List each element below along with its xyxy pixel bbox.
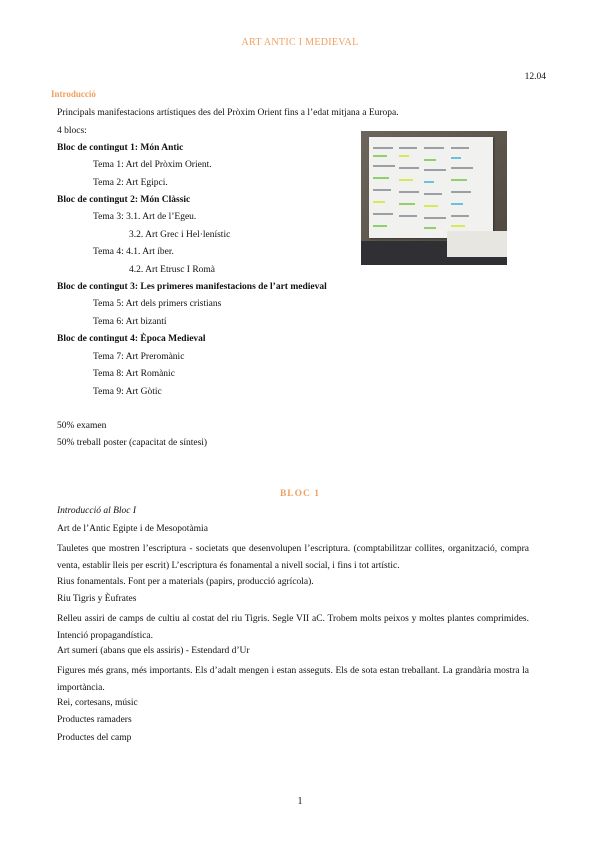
evaluation-item: 50% treball poster (capacitat de síntesi) (57, 438, 208, 448)
body-paragraph: Tauletes que mostren l’escriptura - societats que desenvolupen l’escriptura. (comptabilitzar collites, organització, compra venta, establir lleis per escrit) L’escriptura és fonamental a nivell social, i fins i tot artístic. (57, 544, 529, 571)
body-line: Rei, cortesans, músic (57, 698, 138, 708)
tema-item: Tema 9: Art Gòtic (93, 387, 162, 397)
intro-heading: Introducció (51, 89, 96, 99)
date: 12.04 (524, 72, 546, 82)
intro-line: Principals manifestacions artístiques des del Pròxim Orient fins a l’edat mitjana a Europa. (57, 108, 399, 118)
tema-item: Tema 3: 3.1. Art de l’Egeu. (93, 212, 197, 222)
bloc1-heading: BLOC 1 (279, 489, 321, 499)
tema-item: Tema 2: Art Egipci. (93, 178, 168, 188)
body-line: Productes del camp (57, 733, 132, 743)
bloc-title: Bloc de contingut 4: Època Medieval (57, 334, 206, 344)
poster-sheet (369, 137, 493, 238)
tema-item: Tema 7: Art Preromànic (93, 352, 185, 362)
body-paragraph: Relleu assiri de camps de cultiu al costat del riu Tigris. Segle VII aC. Trobem molts peixos y moltes plantes comprimides. Intenció propagandística. (57, 614, 529, 641)
bloc1-subheading: Introducció al Bloc I (57, 506, 137, 516)
tema-item: Tema 8: Art Romànic (93, 369, 175, 379)
document-title: ART ANTIC I MEDIEVAL (241, 37, 359, 48)
tema-item: 3.2. Art Grec i Hel·lenístic (129, 230, 231, 240)
body-line: Art de l’Antic Egipte i de Mesopotàmia (57, 524, 208, 534)
poster-photo (361, 131, 507, 265)
tema-item: 4.2. Art Etrusc I Romà (129, 265, 216, 275)
page-number: 1 (297, 796, 303, 807)
tema-item: Tema 6: Art bizantí (93, 317, 167, 327)
bloc-title: Bloc de contingut 1: Món Antic (57, 143, 184, 153)
intro-line: 4 blocs: (57, 126, 87, 136)
bloc-title: Bloc de contingut 3: Les primeres manifestacions de l’art medieval (57, 282, 327, 292)
body-line: Riu Tigris y Èufrates (57, 594, 137, 604)
body-line: Art sumeri (abans que els assiris) - Estendard d’Ur (57, 646, 250, 656)
bloc-title: Bloc de contingut 2: Món Clàssic (57, 195, 191, 205)
body-line: Rius fonamentals. Font per a materials (papirs, producció agrícola). (57, 577, 314, 587)
tema-item: Tema 1: Art del Pròxim Orient. (93, 160, 212, 170)
tema-item: Tema 4: 4.1. Art íber. (93, 247, 174, 257)
body-line: Productes ramaders (57, 715, 132, 725)
tema-item: Tema 5: Art dels primers cristians (93, 299, 222, 309)
body-paragraph: Figures més grans, més importants. Els d’adalt mengen i estan asseguts. Els de sota estan treballant. La grandària mostra la importància. (57, 666, 529, 693)
evaluation-item: 50% examen (57, 421, 107, 431)
